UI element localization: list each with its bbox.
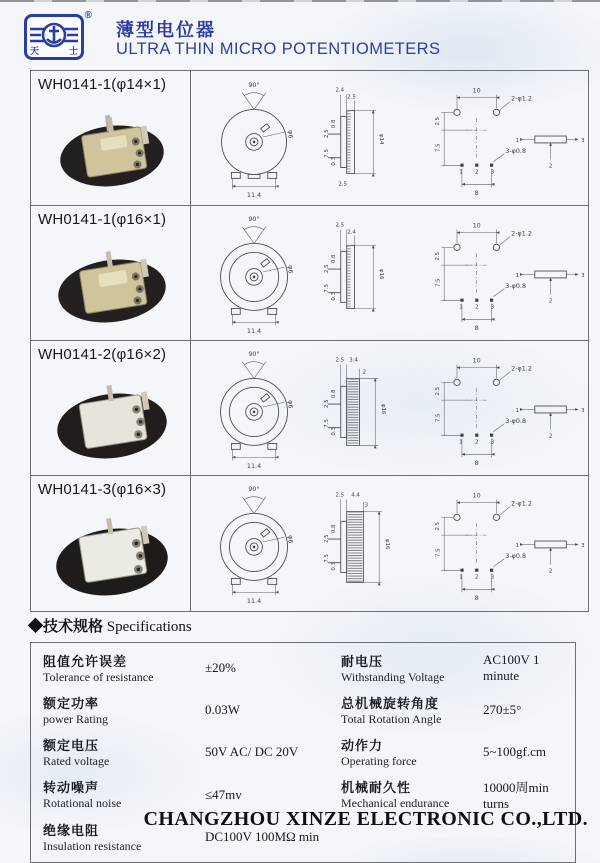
svg-text:2: 2: [548, 568, 553, 575]
svg-text:0.3: 0.3: [330, 426, 337, 436]
svg-text:2: 2: [548, 163, 553, 170]
svg-text:2: 2: [474, 574, 479, 581]
svg-text:2.5: 2.5: [347, 94, 356, 101]
spec-value: 5~100gf.cm: [483, 744, 546, 759]
svg-text:8: 8: [474, 459, 479, 468]
svg-text:2.5: 2.5: [323, 534, 330, 543]
scan-edge-line: [0, 0, 600, 2]
product-photo: [40, 371, 190, 466]
svg-text:90°: 90°: [248, 349, 260, 358]
brand-logo: [24, 10, 92, 60]
svg-text:11.4: 11.4: [246, 597, 262, 606]
svg-text:2.5: 2.5: [435, 251, 442, 261]
svg-text:2.5: 2.5: [335, 222, 345, 229]
svg-text:7.5: 7.5: [323, 284, 330, 293]
side-view-drawing: [324, 223, 384, 309]
svg-text:2: 2: [548, 433, 553, 440]
front-view-drawing: [222, 81, 295, 199]
svg-text:0.3: 0.3: [330, 291, 337, 301]
front-view-drawing: [221, 215, 295, 335]
svg-text:3-φ0.8: 3-φ0.8: [505, 281, 527, 290]
svg-text:2.5: 2.5: [323, 399, 330, 408]
svg-text:0.3: 0.3: [330, 156, 337, 166]
svg-text:2.5: 2.5: [323, 129, 330, 138]
svg-text:3: 3: [581, 137, 585, 144]
front-view-drawing: [221, 350, 295, 470]
side-view-drawing: [324, 493, 390, 583]
svg-text:0.8: 0.8: [330, 524, 337, 534]
svg-text:φ6: φ6: [286, 400, 295, 409]
svg-text:2: 2: [362, 369, 367, 376]
spec-label: 绝缘电阻 Insulation resistance: [43, 823, 142, 853]
svg-text:2.5: 2.5: [435, 521, 442, 531]
svg-text:2: 2: [474, 304, 479, 311]
svg-text:2.5: 2.5: [435, 116, 442, 126]
svg-text:2.4: 2.4: [347, 229, 356, 236]
svg-text:φ6: φ6: [286, 535, 295, 544]
specifications-heading: [28, 615, 192, 636]
svg-text:φ6: φ6: [286, 265, 295, 274]
svg-text:3.4: 3.4: [349, 357, 358, 364]
product-model: WH0141-2(φ16×2): [38, 346, 167, 363]
svg-text:1: 1: [515, 407, 520, 414]
svg-text:2-φ1.2: 2-φ1.2: [511, 94, 532, 103]
registered-trademark-icon: ®: [84, 10, 92, 21]
spec-label: 转动噪声 Rotational noise: [43, 780, 122, 810]
product-photo: [40, 236, 190, 331]
svg-text:90°: 90°: [248, 214, 260, 223]
svg-text:2.5: 2.5: [335, 492, 345, 499]
svg-text:3-φ0.8: 3-φ0.8: [505, 551, 527, 560]
svg-text:2.5: 2.5: [323, 264, 330, 273]
svg-text:3-φ0.8: 3-φ0.8: [505, 146, 527, 155]
svg-text:4.4: 4.4: [351, 492, 360, 499]
svg-text:2: 2: [474, 439, 479, 446]
svg-text:φ16: φ16: [378, 269, 385, 280]
svg-text:φ14: φ14: [378, 134, 385, 145]
spec-label: 耐电压 Withstanding Voltage: [341, 654, 445, 684]
svg-text:11.4: 11.4: [246, 327, 262, 336]
specifications-heading-cn: ◆技术规格: [28, 619, 104, 635]
product-photo: [40, 506, 190, 601]
svg-text:3: 3: [581, 407, 585, 414]
svg-text:1: 1: [515, 272, 520, 279]
svg-text:1: 1: [459, 439, 463, 446]
product-row: [31, 476, 588, 611]
svg-text:7.5: 7.5: [323, 419, 330, 428]
specifications-heading-en: Specifications: [106, 619, 192, 635]
svg-text:2: 2: [548, 298, 553, 305]
spec-value: 50V AC/ DC 20V: [205, 744, 299, 759]
svg-text:7.5: 7.5: [323, 149, 330, 158]
svg-text:3: 3: [581, 272, 585, 279]
product-row: [31, 71, 588, 206]
spec-label: 总机械旋转角度 Total Rotation Angle: [341, 696, 442, 726]
spec-value: ±20%: [205, 660, 236, 675]
svg-text:1: 1: [515, 137, 520, 144]
svg-text:10: 10: [472, 491, 481, 500]
svg-text:2-φ1.2: 2-φ1.2: [511, 364, 532, 373]
svg-text:1: 1: [459, 304, 463, 311]
page-title-chinese: 薄型电位器: [116, 20, 216, 40]
product-row: [31, 341, 588, 476]
svg-text:10: 10: [472, 86, 481, 95]
spec-value: AC100V 1 minute: [483, 652, 540, 683]
spec-label: 机械耐久性 Mechanical endurance: [341, 780, 450, 810]
product-table: [30, 70, 589, 612]
svg-text:0.8: 0.8: [330, 389, 337, 399]
svg-text:0.3: 0.3: [330, 561, 337, 571]
svg-text:7.5: 7.5: [435, 548, 442, 558]
svg-text:2.4: 2.4: [335, 87, 345, 94]
logo-char-right: 士: [68, 46, 78, 56]
svg-text:1: 1: [459, 574, 463, 581]
side-view-drawing: [324, 88, 384, 188]
svg-text:3: 3: [490, 574, 495, 581]
spec-label: 额定功率 power Rating: [43, 696, 108, 726]
spec-value: 270±5°: [483, 702, 522, 717]
svg-text:φ16: φ16: [380, 404, 387, 415]
spec-value: 0.03W: [205, 702, 241, 717]
svg-text:7.5: 7.5: [435, 413, 442, 423]
company-name: CHANGZHOU XINZE ELECTRONIC CO.,LTD.: [143, 808, 588, 830]
svg-text:7.5: 7.5: [435, 278, 442, 288]
technical-drawings: [191, 476, 589, 609]
technical-drawings: [191, 206, 589, 339]
svg-text:2.5: 2.5: [338, 181, 348, 188]
svg-text:10: 10: [472, 356, 481, 365]
technical-drawings: [191, 71, 589, 204]
spec-label: 阻值允许误差 Tolerance of resistance: [43, 654, 154, 684]
svg-text:3-φ0.8: 3-φ0.8: [505, 416, 527, 425]
side-view-drawing: [324, 358, 386, 446]
svg-text:7.5: 7.5: [323, 554, 330, 563]
svg-text:2: 2: [474, 169, 479, 176]
technical-drawings: [191, 341, 589, 474]
logo-char-left: 天: [30, 46, 40, 56]
product-model: WH0141-1(φ14×1): [38, 76, 167, 93]
spec-label: 动作力 Operating force: [341, 738, 417, 768]
svg-text:3: 3: [581, 542, 585, 549]
svg-text:7.5: 7.5: [435, 143, 442, 153]
svg-text:0.8: 0.8: [330, 254, 337, 264]
spec-label: 额定电压 Rated voltage: [43, 738, 110, 768]
page-title-english: ULTRA THIN MICRO POTENTIOMETERS: [116, 40, 441, 58]
front-view-drawing: [221, 485, 295, 605]
svg-text:90°: 90°: [248, 80, 260, 89]
product-model: WH0141-3(φ16×3): [38, 481, 167, 498]
spec-value: DC100V 100MΩ min: [205, 829, 320, 844]
svg-text:8: 8: [474, 324, 479, 333]
product-row: [31, 206, 588, 341]
spec-value: ≤47mv: [205, 786, 242, 802]
svg-text:3: 3: [490, 304, 495, 311]
svg-text:φ16: φ16: [384, 539, 391, 550]
svg-text:3: 3: [490, 169, 495, 176]
product-photo: [40, 101, 190, 196]
svg-text:8: 8: [474, 189, 479, 198]
svg-text:1: 1: [515, 542, 520, 549]
svg-text:11.4: 11.4: [246, 462, 262, 471]
svg-text:0.8: 0.8: [330, 119, 337, 129]
svg-text:11.4: 11.4: [246, 191, 262, 200]
svg-text:3: 3: [490, 439, 495, 446]
svg-text:2-φ1.2: 2-φ1.2: [511, 499, 532, 508]
svg-text:90°: 90°: [248, 484, 260, 493]
svg-text:φ6: φ6: [286, 130, 295, 139]
product-model: WH0141-1(φ16×1): [38, 211, 167, 228]
svg-text:3: 3: [364, 502, 369, 509]
svg-text:10: 10: [472, 221, 481, 230]
svg-text:2.5: 2.5: [435, 386, 442, 396]
svg-text:2.5: 2.5: [335, 357, 345, 364]
svg-text:2-φ1.2: 2-φ1.2: [511, 229, 532, 238]
spec-value: 10000周min turns: [483, 780, 549, 811]
svg-text:1: 1: [459, 169, 463, 176]
svg-text:8: 8: [474, 594, 479, 603]
